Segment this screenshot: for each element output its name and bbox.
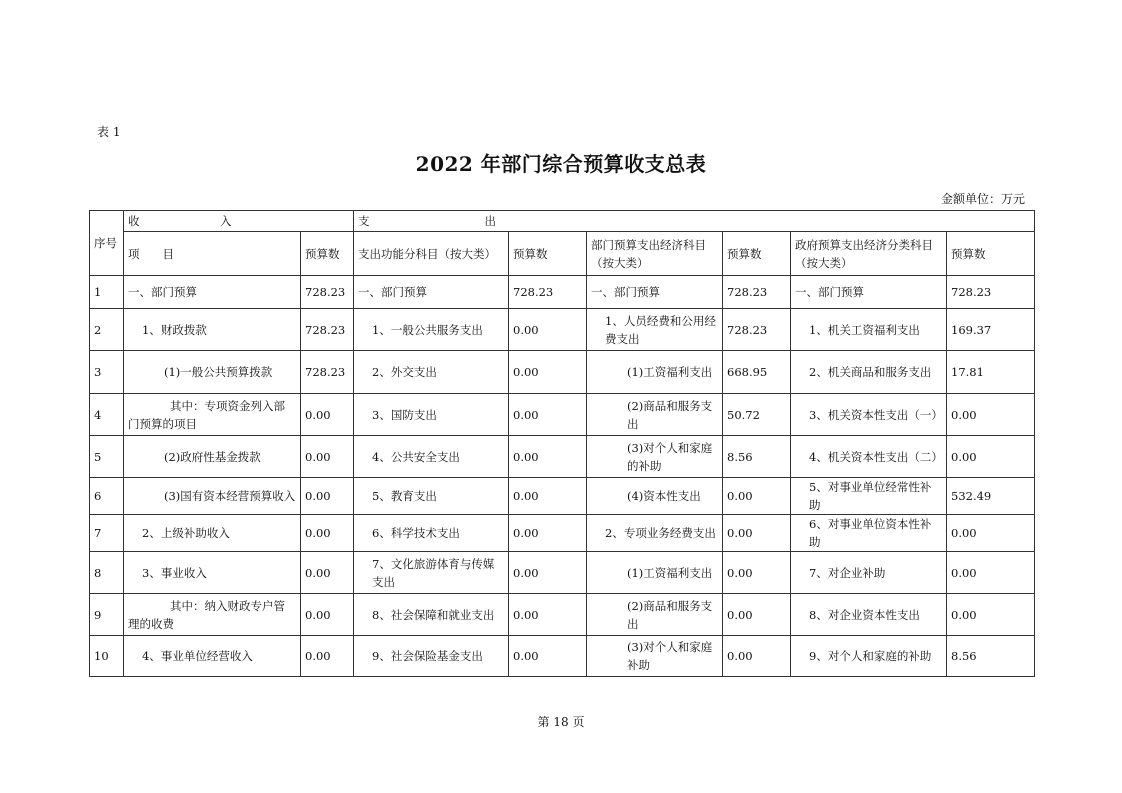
func-item-cell: 7、文化旅游体育与传媒支出 (354, 552, 509, 594)
income-amount-cell: 0.00 (301, 515, 354, 552)
gov-amount-cell: 8.56 (947, 636, 1035, 677)
income-amount-cell: 0.00 (301, 636, 354, 677)
dept-amount-cell: 668.95 (723, 351, 791, 394)
func-amount-cell: 0.00 (509, 436, 587, 478)
table-row (90, 515, 1035, 552)
amount-unit: 金额单位：万元 (940, 192, 1025, 206)
col-func-class-header: 支出功能分科目（按大类） (354, 232, 509, 276)
seq-cell: 4 (90, 394, 124, 436)
func-item-cell: 1、一般公共服务支出 (354, 309, 509, 351)
func-item-cell: 2、外交支出 (354, 351, 509, 394)
income-item-cell: 其中：专项资金列入部门预算的项目 (124, 394, 301, 436)
dept-amount-cell: 728.23 (723, 309, 791, 351)
income-amount-cell: 728.23 (301, 276, 354, 309)
seq-cell: 6 (90, 478, 124, 515)
dept-item-cell: (3)对个人和家庭补助 (587, 636, 723, 677)
table-row (90, 436, 1035, 478)
seq-cell: 3 (90, 351, 124, 394)
seq-cell: 2 (90, 309, 124, 351)
func-item-cell: 3、国防支出 (354, 394, 509, 436)
table-row (90, 636, 1035, 677)
col-seq-header: 序号 (90, 211, 124, 276)
func-amount-cell: 0.00 (509, 351, 587, 394)
seq-cell: 8 (90, 552, 124, 594)
table-row (90, 478, 1035, 515)
gov-amount-cell: 0.00 (947, 594, 1035, 636)
income-amount-cell: 0.00 (301, 394, 354, 436)
dept-amount-cell: 8.56 (723, 436, 791, 478)
dept-amount-cell: 0.00 (723, 552, 791, 594)
func-item-cell: 6、科学技术支出 (354, 515, 509, 552)
gov-item-cell: 9、对个人和家庭的补助 (791, 636, 947, 677)
dept-amount-cell: 728.23 (723, 276, 791, 309)
income-item-cell: (3)国有资本经营预算收入 (124, 478, 301, 515)
gov-amount-cell: 0.00 (947, 515, 1035, 552)
gov-item-cell: 一、部门预算 (791, 276, 947, 309)
gov-item-cell: 1、机关工资福利支出 (791, 309, 947, 351)
income-item-cell: 3、事业收入 (124, 552, 301, 594)
col-gov-amount-header: 预算数 (947, 232, 1035, 276)
income-item-cell: 4、事业单位经营收入 (124, 636, 301, 677)
func-item-cell: 4、公共安全支出 (354, 436, 509, 478)
gov-item-cell: 4、机关资本性支出（二） (791, 436, 947, 478)
income-amount-cell: 0.00 (301, 478, 354, 515)
col-dept-amount-header: 预算数 (723, 232, 791, 276)
income-item-cell: 一、部门预算 (124, 276, 301, 309)
func-amount-cell: 0.00 (509, 309, 587, 351)
table-row (90, 594, 1035, 636)
table-body (90, 276, 1035, 677)
gov-item-cell: 3、机关资本性支出（一） (791, 394, 947, 436)
gov-item-cell: 2、机关商品和服务支出 (791, 351, 947, 394)
col-gov-econ-header: 政府预算支出经济分类科目（按大类） (791, 232, 947, 276)
dept-item-cell: (1)工资福利支出 (587, 552, 723, 594)
table-row (90, 552, 1035, 594)
func-amount-cell: 728.23 (509, 276, 587, 309)
gov-amount-cell: 17.81 (947, 351, 1035, 394)
income-amount-cell: 728.23 (301, 351, 354, 394)
table-row (90, 394, 1035, 436)
dept-item-cell: (3)对个人和家庭的补助 (587, 436, 723, 478)
col-dept-econ-header: 部门预算支出经济科目（按大类） (587, 232, 723, 276)
table-header-row-2 (90, 232, 1035, 276)
gov-item-cell: 6、对事业单位资本性补助 (791, 515, 947, 552)
expense-group-header: 支 出 (354, 211, 1035, 232)
gov-amount-cell: 169.37 (947, 309, 1035, 351)
income-item-cell: (2)政府性基金拨款 (124, 436, 301, 478)
income-amount-cell: 728.23 (301, 309, 354, 351)
seq-cell: 10 (90, 636, 124, 677)
col-income-amount-header: 预算数 (301, 232, 354, 276)
table-row (90, 276, 1035, 309)
func-item-cell: 一、部门预算 (354, 276, 509, 309)
gov-item-cell: 7、对企业补助 (791, 552, 947, 594)
func-amount-cell: 0.00 (509, 515, 587, 552)
income-item-cell: 2、上级补助收入 (124, 515, 301, 552)
table-label: 表 1 (97, 125, 121, 139)
gov-item-cell: 5、对事业单位经常性补助 (791, 478, 947, 515)
income-group-header: 收 入 (124, 211, 354, 232)
income-amount-cell: 0.00 (301, 552, 354, 594)
gov-amount-cell: 0.00 (947, 552, 1035, 594)
func-item-cell: 5、教育支出 (354, 478, 509, 515)
dept-item-cell: (2)商品和服务支出 (587, 594, 723, 636)
income-amount-cell: 0.00 (301, 436, 354, 478)
col-item-header: 项 目 (124, 232, 301, 276)
dept-item-cell: (1)工资福利支出 (587, 351, 723, 394)
func-amount-cell: 0.00 (509, 552, 587, 594)
seq-cell: 7 (90, 515, 124, 552)
table-row (90, 351, 1035, 394)
table-header-row-1 (90, 211, 1035, 232)
dept-item-cell: (4)资本性支出 (587, 478, 723, 515)
func-amount-cell: 0.00 (509, 478, 587, 515)
seq-cell: 9 (90, 594, 124, 636)
page-number: 第 18 页 (537, 715, 585, 729)
gov-item-cell: 8、对企业资本性支出 (791, 594, 947, 636)
func-item-cell: 8、社会保障和就业支出 (354, 594, 509, 636)
income-item-cell: (1)一般公共预算拨款 (124, 351, 301, 394)
budget-summary-table (89, 210, 1035, 677)
gov-amount-cell: 0.00 (947, 394, 1035, 436)
col-func-amount-header: 预算数 (509, 232, 587, 276)
dept-amount-cell: 0.00 (723, 478, 791, 515)
dept-amount-cell: 50.72 (723, 394, 791, 436)
seq-cell: 1 (90, 276, 124, 309)
func-amount-cell: 0.00 (509, 394, 587, 436)
dept-item-cell: 1、人员经费和公用经费支出 (587, 309, 723, 351)
page-title: 2022 年部门综合预算收支总表 (415, 152, 707, 176)
dept-amount-cell: 0.00 (723, 594, 791, 636)
income-amount-cell: 0.00 (301, 594, 354, 636)
table-row (90, 309, 1035, 351)
func-amount-cell: 0.00 (509, 636, 587, 677)
income-item-cell: 其中：纳入财政专户管理的收费 (124, 594, 301, 636)
func-item-cell: 9、社会保险基金支出 (354, 636, 509, 677)
dept-amount-cell: 0.00 (723, 515, 791, 552)
gov-amount-cell: 532.49 (947, 478, 1035, 515)
dept-item-cell: (2)商品和服务支出 (587, 394, 723, 436)
dept-item-cell: 一、部门预算 (587, 276, 723, 309)
gov-amount-cell: 0.00 (947, 436, 1035, 478)
func-amount-cell: 0.00 (509, 594, 587, 636)
dept-amount-cell: 0.00 (723, 636, 791, 677)
dept-item-cell: 2、专项业务经费支出 (587, 515, 723, 552)
seq-cell: 5 (90, 436, 124, 478)
gov-amount-cell: 728.23 (947, 276, 1035, 309)
income-item-cell: 1、财政拨款 (124, 309, 301, 351)
